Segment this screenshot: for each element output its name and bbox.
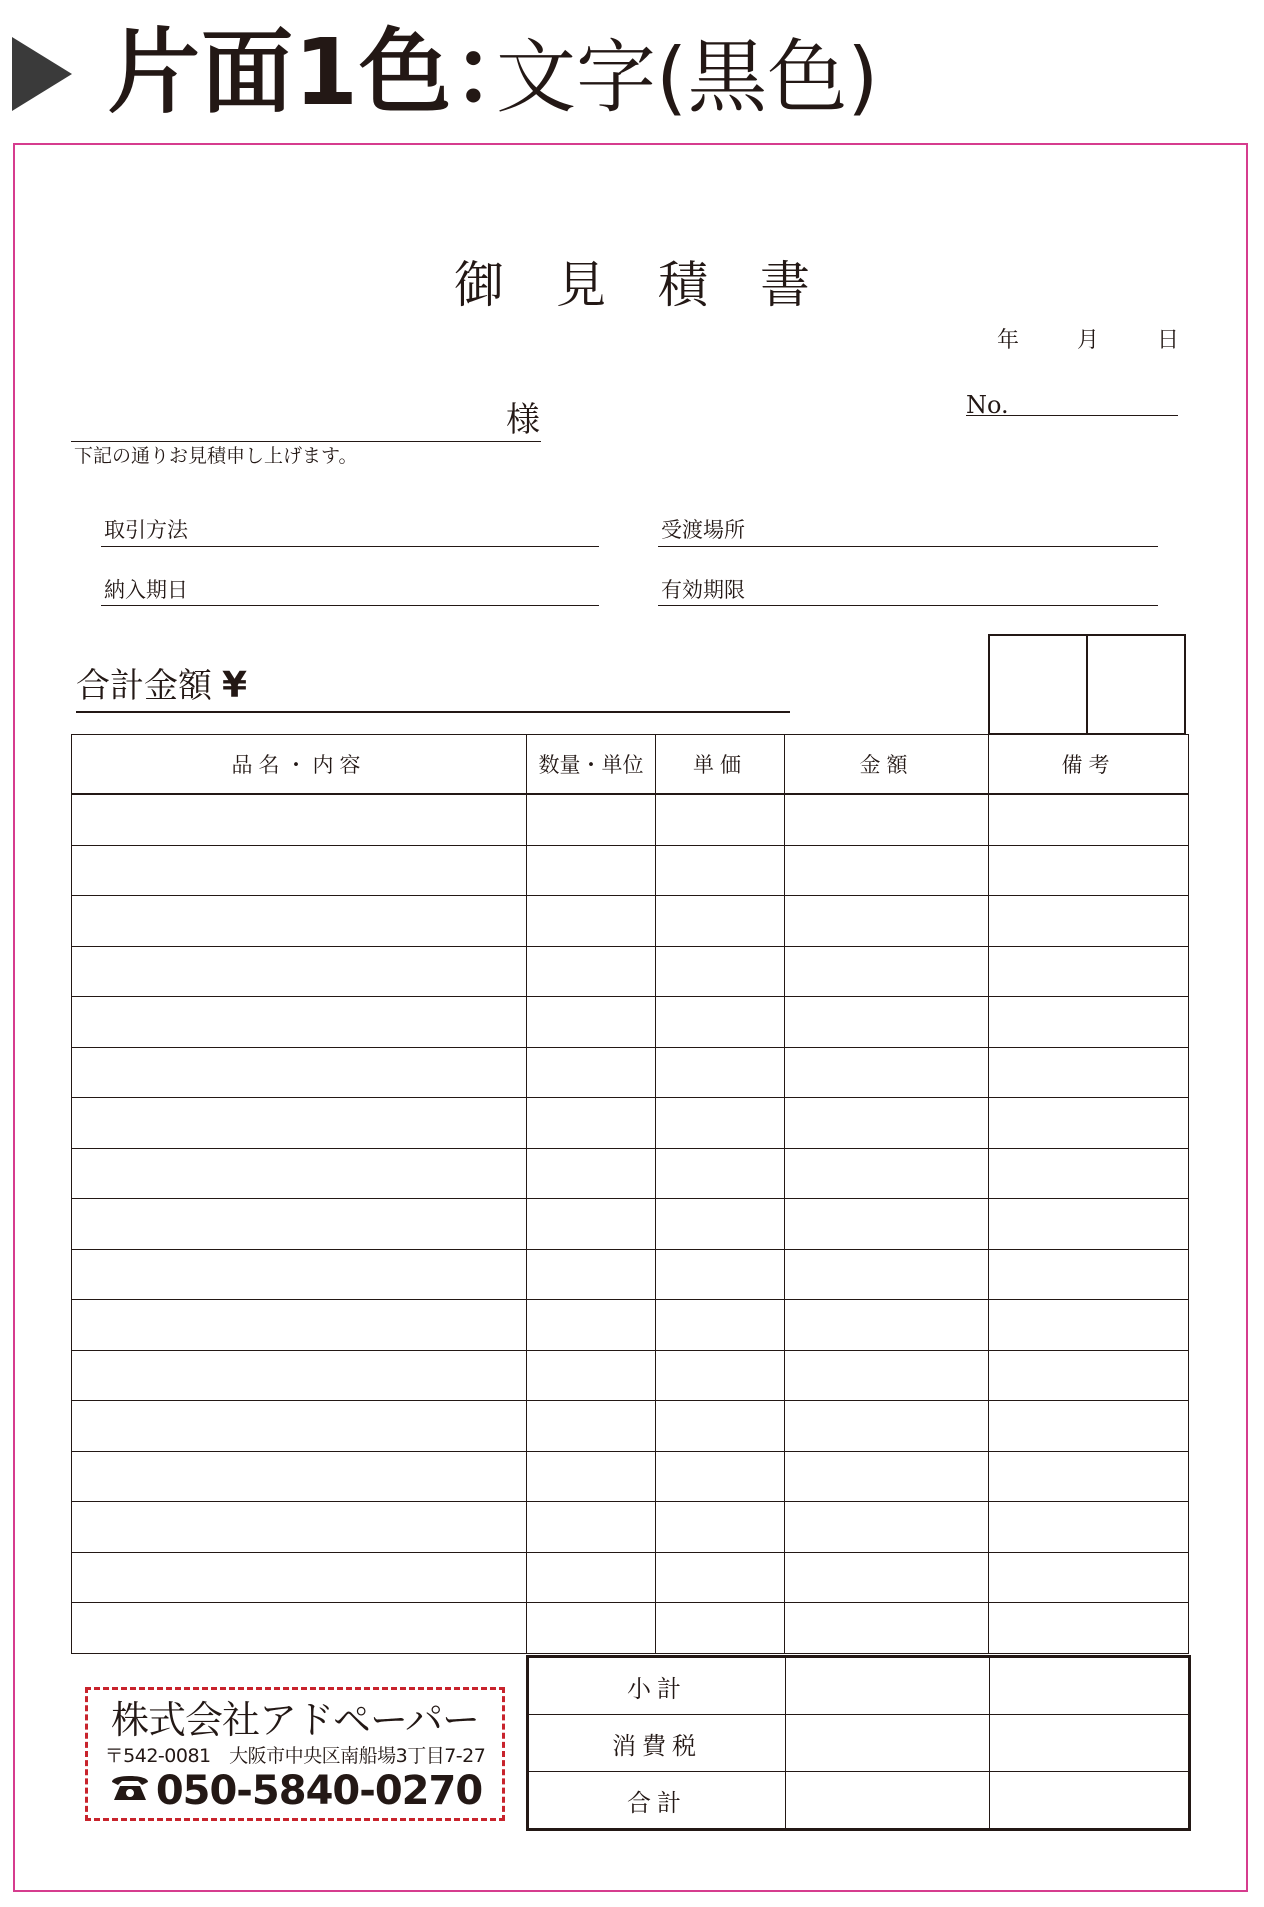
- unit-price-cell[interactable]: [656, 1148, 785, 1199]
- unit-price-cell[interactable]: [656, 1451, 785, 1502]
- quantity-cell[interactable]: [527, 1199, 656, 1250]
- remarks-cell[interactable]: [989, 1047, 1189, 1098]
- remarks-cell[interactable]: [989, 1249, 1189, 1300]
- yen-symbol: ¥: [222, 665, 248, 706]
- amount-cell[interactable]: [785, 794, 989, 845]
- table-row: [72, 1300, 1189, 1351]
- grand-total-remarks-cell[interactable]: [990, 1772, 1190, 1830]
- remarks-cell[interactable]: [989, 1451, 1189, 1502]
- number-label: No.: [966, 391, 1009, 419]
- banner-title: 片面1色：: [108, 19, 546, 126]
- honorific-label: 様: [506, 400, 540, 440]
- item-name-cell[interactable]: [72, 1249, 527, 1300]
- amount-cell[interactable]: [785, 1401, 989, 1452]
- quantity-cell[interactable]: [527, 1300, 656, 1351]
- triangle-bullet-icon: [12, 37, 72, 111]
- unit-price-cell[interactable]: [656, 845, 785, 896]
- unit-price-cell[interactable]: [656, 896, 785, 947]
- amount-cell[interactable]: [785, 946, 989, 997]
- item-name-cell[interactable]: [72, 1401, 527, 1452]
- amount-cell[interactable]: [785, 1603, 989, 1654]
- subtotal-label: 小計: [528, 1657, 786, 1715]
- item-name-cell[interactable]: [72, 997, 527, 1048]
- quantity-cell[interactable]: [527, 1603, 656, 1654]
- item-name-cell[interactable]: [72, 1552, 527, 1603]
- subtotal-remarks-cell[interactable]: [990, 1657, 1190, 1715]
- item-name-cell[interactable]: [72, 946, 527, 997]
- remarks-cell[interactable]: [989, 1350, 1189, 1401]
- unit-price-cell[interactable]: [656, 1098, 785, 1149]
- header-remarks: 備考: [989, 735, 1189, 795]
- quantity-cell[interactable]: [527, 1502, 656, 1553]
- amount-cell[interactable]: [785, 1552, 989, 1603]
- item-name-cell[interactable]: [72, 1098, 527, 1149]
- item-name-cell[interactable]: [72, 1350, 527, 1401]
- table-row: [72, 1552, 1189, 1603]
- amount-cell[interactable]: [785, 1199, 989, 1250]
- remarks-cell[interactable]: [989, 1148, 1189, 1199]
- subtotal-row: [528, 1657, 1190, 1715]
- amount-cell[interactable]: [785, 997, 989, 1048]
- table-row: [72, 1098, 1189, 1149]
- company-address: 〒542-0081 大阪市中央区南船場3丁目7-27: [104, 1745, 486, 1767]
- table-row: [72, 1350, 1189, 1401]
- delivery-place-line[interactable]: [658, 546, 1158, 547]
- amount-cell[interactable]: [785, 1148, 989, 1199]
- delivery-place-label: 受渡場所: [661, 518, 745, 542]
- delivery-date-line[interactable]: [101, 605, 599, 606]
- table-row: [72, 845, 1189, 896]
- unit-price-cell[interactable]: [656, 1350, 785, 1401]
- validity-line[interactable]: [658, 605, 1158, 606]
- item-name-cell[interactable]: [72, 1300, 527, 1351]
- quantity-cell[interactable]: [527, 1451, 656, 1502]
- unit-price-cell[interactable]: [656, 1300, 785, 1351]
- table-row: [72, 896, 1189, 947]
- quantity-cell[interactable]: [527, 845, 656, 896]
- unit-price-cell[interactable]: [656, 1502, 785, 1553]
- remarks-cell[interactable]: [989, 1300, 1189, 1351]
- quantity-cell[interactable]: [527, 896, 656, 947]
- item-name-cell[interactable]: [72, 794, 527, 845]
- unit-price-cell[interactable]: [656, 1199, 785, 1250]
- banner-subtitle: 文字(黒色): [496, 31, 879, 124]
- quantity-cell[interactable]: [527, 997, 656, 1048]
- company-name: 株式会社アドペーパー: [110, 1698, 480, 1742]
- remarks-cell[interactable]: [989, 1401, 1189, 1452]
- quantity-cell[interactable]: [527, 1047, 656, 1098]
- item-name-cell[interactable]: [72, 896, 527, 947]
- table-row: [72, 1451, 1189, 1502]
- stamp-box-1[interactable]: [988, 634, 1088, 735]
- table-row: [72, 997, 1189, 1048]
- remarks-cell[interactable]: [989, 896, 1189, 947]
- table-row: [72, 1199, 1189, 1250]
- item-name-cell[interactable]: [72, 1603, 527, 1654]
- payment-method-label: 取引方法: [104, 518, 188, 542]
- remarks-cell[interactable]: [989, 794, 1189, 845]
- amount-cell[interactable]: [785, 1047, 989, 1098]
- item-name-cell[interactable]: [72, 1502, 527, 1553]
- quantity-cell[interactable]: [527, 1552, 656, 1603]
- date-day-label: 日: [1157, 328, 1180, 353]
- table-row: [72, 1401, 1189, 1452]
- unit-price-cell[interactable]: [656, 1249, 785, 1300]
- unit-price-cell[interactable]: [656, 1047, 785, 1098]
- unit-price-cell[interactable]: [656, 946, 785, 997]
- header-item-name: 品名・内容: [72, 735, 527, 795]
- date-month-label: 月: [1077, 328, 1100, 353]
- unit-price-cell[interactable]: [656, 1552, 785, 1603]
- total-amount-label: 合計金額: [76, 666, 212, 706]
- amount-cell[interactable]: [785, 1350, 989, 1401]
- amount-cell[interactable]: [785, 845, 989, 896]
- company-phone-number: 050-5840-0270: [155, 1768, 483, 1814]
- intro-text: 下記の通りお見積申し上げます。: [74, 445, 358, 467]
- totals-table: [526, 1655, 1191, 1831]
- header-unit-price: 単価: [656, 735, 785, 795]
- table-row: [72, 1249, 1189, 1300]
- header-quantity-unit: 数量・単位: [527, 735, 656, 795]
- quantity-cell[interactable]: [527, 946, 656, 997]
- amount-cell[interactable]: [785, 1249, 989, 1300]
- amount-cell[interactable]: [785, 1451, 989, 1502]
- item-name-cell[interactable]: [72, 1047, 527, 1098]
- tax-remarks-cell[interactable]: [990, 1715, 1190, 1772]
- grand-total-label: 合計: [528, 1772, 786, 1830]
- quantity-cell[interactable]: [527, 1148, 656, 1199]
- quantity-cell[interactable]: [527, 1350, 656, 1401]
- item-name-cell[interactable]: [72, 1451, 527, 1502]
- table-row: [72, 1502, 1189, 1553]
- amount-cell[interactable]: [785, 1300, 989, 1351]
- validity-label: 有効期限: [661, 578, 745, 602]
- amount-cell[interactable]: [785, 896, 989, 947]
- items-table: [71, 734, 1189, 1654]
- remarks-cell[interactable]: [989, 1603, 1189, 1654]
- company-phone: [88, 1768, 502, 1814]
- remarks-cell[interactable]: [989, 997, 1189, 1048]
- quantity-cell[interactable]: [527, 1098, 656, 1149]
- remarks-cell[interactable]: [989, 1199, 1189, 1250]
- unit-price-cell[interactable]: [656, 1603, 785, 1654]
- table-row: [72, 794, 1189, 845]
- stamp-box-2[interactable]: [1086, 634, 1186, 735]
- document-title: 御見積書: [454, 256, 862, 314]
- date-year-label: 年: [997, 328, 1020, 353]
- item-name-cell[interactable]: [72, 1148, 527, 1199]
- header-amount: 金額: [785, 735, 989, 795]
- total-amount-line[interactable]: [76, 711, 790, 713]
- item-name-cell[interactable]: [72, 845, 527, 896]
- tax-row: [528, 1715, 1190, 1772]
- unit-price-cell[interactable]: [656, 794, 785, 845]
- unit-price-cell[interactable]: [656, 997, 785, 1048]
- table-row: [72, 1603, 1189, 1654]
- delivery-date-label: 納入期日: [104, 578, 188, 602]
- amount-cell[interactable]: [785, 1098, 989, 1149]
- quantity-cell[interactable]: [527, 1249, 656, 1300]
- item-name-cell[interactable]: [72, 1199, 527, 1250]
- quantity-cell[interactable]: [527, 794, 656, 845]
- table-row: [72, 946, 1189, 997]
- grand-total-row: [528, 1772, 1190, 1830]
- remarks-cell[interactable]: [989, 946, 1189, 997]
- table-row: [72, 1047, 1189, 1098]
- amount-cell[interactable]: [785, 1502, 989, 1553]
- payment-method-line[interactable]: [101, 546, 599, 547]
- quantity-cell[interactable]: [527, 1401, 656, 1452]
- tax-label: 消費税: [528, 1715, 786, 1772]
- grand-total-value-cell[interactable]: [786, 1772, 990, 1830]
- table-row: [72, 1148, 1189, 1199]
- subtotal-value-cell[interactable]: [786, 1657, 990, 1715]
- company-stamp: [85, 1687, 505, 1821]
- unit-price-cell[interactable]: [656, 1401, 785, 1452]
- remarks-cell[interactable]: [989, 1552, 1189, 1603]
- phone-icon: [108, 1768, 152, 1814]
- remarks-cell[interactable]: [989, 1098, 1189, 1149]
- number-line[interactable]: [966, 415, 1178, 416]
- remarks-cell[interactable]: [989, 1502, 1189, 1553]
- table-header-row: [72, 735, 1189, 795]
- remarks-cell[interactable]: [989, 845, 1189, 896]
- customer-name-line[interactable]: [71, 441, 541, 442]
- tax-value-cell[interactable]: [786, 1715, 990, 1772]
